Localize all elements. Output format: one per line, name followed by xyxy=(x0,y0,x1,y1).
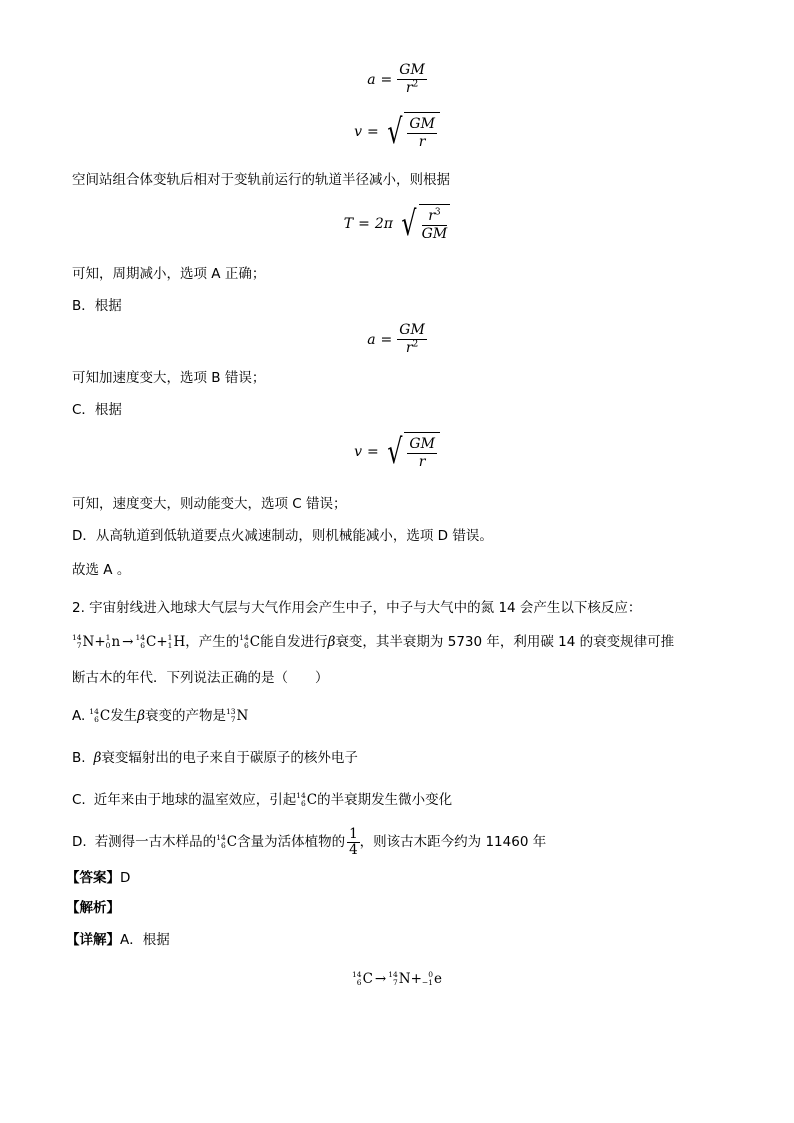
eq5-denominator: r xyxy=(418,454,426,470)
eq5-sqrt: √ $\frac{GM}{r}$ xyxy=(384,432,440,472)
paragraph-6: 可知，速度变大，则动能变大，选项 C 错误； xyxy=(72,496,347,512)
equation-acceleration-1 xyxy=(0,62,794,97)
paragraph-7: D．从高轨道到低轨道要点火减速制动，则机械能减小，选项 D 错误。 xyxy=(72,528,493,544)
eq2-equals: = xyxy=(366,124,379,140)
eq4-lhs: a xyxy=(367,331,376,348)
paragraph-4: 可知加速度变大，选项 B 错误； xyxy=(72,370,266,386)
eq1-exponent: 2 xyxy=(412,79,419,90)
eq3-coef: 2π xyxy=(374,216,393,232)
option-b[interactable]: B. β 衰变辐射出的电子来自于碳原子的核外电子 xyxy=(72,750,358,766)
paragraph-1: 空间站组合体变轨后相对于变轨前运行的轨道半径减小，则根据 xyxy=(72,172,450,188)
eq4-equals: = xyxy=(380,331,393,348)
eq3-denominator: GM xyxy=(421,226,448,242)
eq5-lhs: v xyxy=(354,444,362,460)
eq4-numerator: GM xyxy=(399,322,425,338)
option-d[interactable]: D. 若测得一古木样品的 14 6 C 含量为活体植物的 $\frac{1}{4}$ ，则该古木距今约为 11460 年 xyxy=(72,825,547,858)
nuclide-c14: 14 6 C xyxy=(239,633,261,650)
paragraph-3: B．根据 xyxy=(72,298,122,314)
analysis-label: 【解析】 xyxy=(66,900,120,916)
answer-line xyxy=(66,868,130,888)
eq4-exponent: 2 xyxy=(412,339,419,350)
equation-velocity-2 xyxy=(0,432,794,472)
eq1-equals: = xyxy=(380,71,393,88)
decay-equation: 14 6 C → 14 7 N + 0 −1 e xyxy=(352,970,442,987)
eq2-numerator: GM xyxy=(409,116,435,132)
option-c[interactable]: C. 近年来由于地球的温室效应，引起 14 6 C 的半衰期发生微小变化 xyxy=(72,791,453,808)
eq2-sqrt: √ $\frac{GM}{r}$ xyxy=(384,112,440,152)
answer-value: D xyxy=(120,870,131,886)
eq5-equals: = xyxy=(366,444,379,460)
equation-period xyxy=(0,204,794,244)
eq3-lhs: T xyxy=(343,216,354,232)
paragraph-8: 故选 A 。 xyxy=(72,562,131,578)
eq3-sqrt: √ $\frac{r^3}{GM}$ xyxy=(398,204,450,244)
question-2-stem-line-2: 14 7 N + 1 0 n → 14 6 C + 1 1 H ，产生的 14 6 C 能自发进行 β 衰变，其半衰期为 5730 年，利用碳 14 的衰变规律可推 xyxy=(72,633,675,650)
paragraph-2: 可知，周期减小，选项 A 正确； xyxy=(72,266,266,282)
eq5-numerator: GM xyxy=(409,436,435,452)
detail-line: 【详解】A．根据 xyxy=(66,932,170,948)
eq2-lhs: v xyxy=(354,124,362,140)
eq3-exponent: 3 xyxy=(434,207,441,218)
option-a[interactable]: A. 14 6 C 发生 β 衰变的产物是 13 7 N xyxy=(72,707,249,724)
answer-label: 【答案】 xyxy=(66,870,120,886)
equation-acceleration-2 xyxy=(0,322,794,357)
eq2-denominator: r xyxy=(418,134,426,150)
eq1-numerator: GM xyxy=(399,62,425,78)
question-2-stem-line-1: 2. 宇宙射线进入地球大气层与大气作用会产生中子，中子与大气中的氮 14 会产生以下核反应： xyxy=(72,600,642,616)
paragraph-5: C．根据 xyxy=(72,402,122,418)
eq4-denominator: r xyxy=(405,340,413,356)
fraction-one-quarter: $\frac{1}{4}$ xyxy=(349,825,358,858)
eq3-equals: = xyxy=(358,216,370,232)
question-2-stem-line-3: 断古木的年代．下列说法正确的是（ ） xyxy=(72,670,329,686)
equation-velocity-1 xyxy=(0,112,794,152)
eq3-numerator: r xyxy=(428,208,435,224)
eq1-denominator: r xyxy=(405,80,413,96)
eq1-lhs: a xyxy=(367,71,376,88)
beta-symbol: β xyxy=(327,634,336,650)
detail-label: 【详解】 xyxy=(66,932,120,948)
reaction-equation: 14 7 N + 1 0 n → 14 6 C + 1 1 H xyxy=(72,633,186,650)
